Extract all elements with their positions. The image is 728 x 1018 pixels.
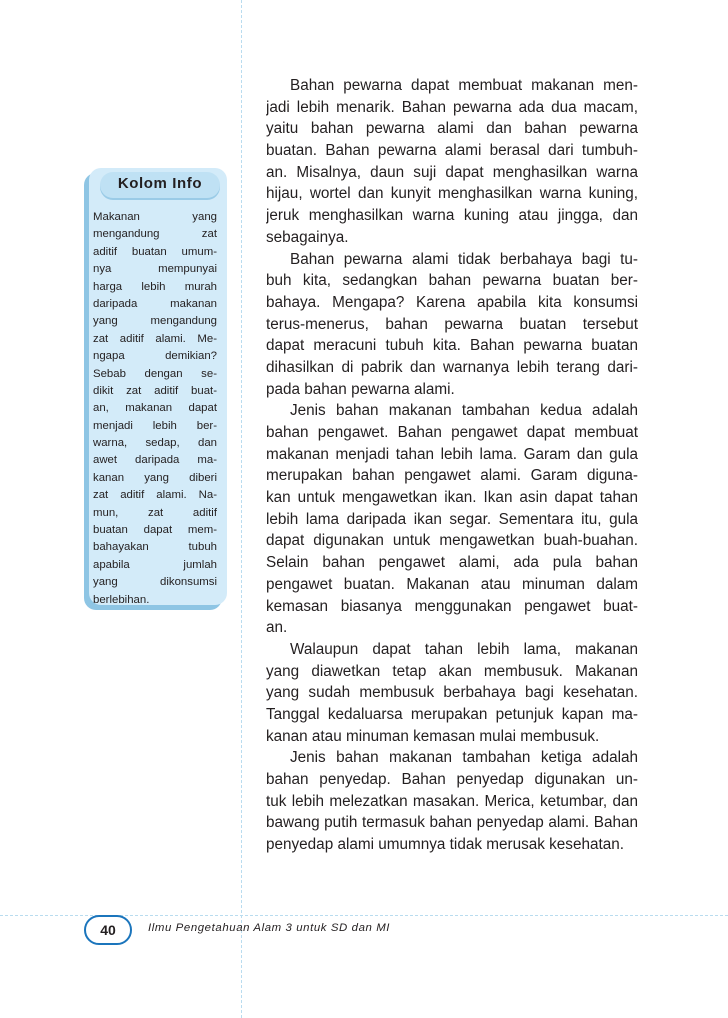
text-line: dihasilkan di pabrik dan warnanya lebih terang dari- [266,358,638,376]
info-line: zat aditif alami. Na- [93,489,217,502]
info-line: nya mempunyai [93,263,217,276]
info-line: kanan yang diberi [93,471,217,484]
text-line: bahaya. Mengapa? Karena apabila kita konsumsi [266,293,638,311]
text-line: jeruk menghasilkan warna kuning atau jingga, dan [266,207,638,225]
text-line: Bahan pewarna alami tidak berbahaya bagi tu- [290,250,638,268]
text-line: jadi lebih menarik. Bahan pewarna ada dua macam, [266,98,638,116]
info-line: menjadi lebih ber- [93,419,217,432]
text-line: hijau, wortel dan kunyit menghasilkan warna kuning, [266,185,638,203]
text-line: yang sudah membusuk berbahaya bagi kesehatan. [266,684,638,702]
text-line: dapat meracuni tubuh kita. Bahan pewarna buatan [266,337,638,355]
text-line: terus-menerus, bahan pewarna buatan tersebut [266,315,638,333]
text-line: Tanggal kedaluarsa merupakan petunjuk kapan ma- [266,705,638,723]
footer-book-title: Ilmu Pengetahuan Alam 3 untuk SD dan MI [148,922,391,934]
text-line: kan untuk mengawetkan ikan. Ikan asin dapat tahan [266,489,638,507]
main-article [266,75,638,856]
info-line: berlebihan. [93,593,150,606]
info-line: yang dikonsumsi [93,576,217,589]
info-line: yang mengandung [93,315,217,328]
text-line: sebagainya. [266,228,349,246]
paragraph [266,400,638,639]
text-line: Selain bahan pengawet alami, ada pula bahan [266,554,638,572]
text-line: an. Misalnya, daun suji dapat menghasilkan warna [266,163,638,181]
paragraph [266,249,638,401]
info-line: awet daripada ma- [93,454,217,467]
info-line: Sebab dengan se- [93,367,217,380]
text-line: Bahan pewarna dapat membuat makanan men- [290,77,638,94]
text-line: bawang putih termasuk bahan penyedap alami. Bahan [266,814,638,832]
text-line: an. [266,619,288,637]
info-line: warna, sedap, dan [93,437,217,450]
page-number: 40 [100,922,116,938]
margin-guide-vertical [241,0,242,1018]
info-line: daripada makanan [93,297,217,310]
info-line: Makanan yang [93,211,217,223]
info-line: harga lebih murah [93,280,217,293]
text-line: Jenis bahan makanan tambahan kedua adalah [290,402,638,420]
text-line: dapat digunakan untuk mengawetkan buah-buahan. [266,532,638,550]
text-line: kemasan biasanya menggunakan pengawet buat- [266,597,638,615]
page-number-badge [84,915,132,945]
text-line: tuk lebih melezatkan masakan. Merica, ketumbar, dan [266,792,638,810]
text-line: pengawet buatan. Makanan atau minuman dalam [266,575,638,593]
text-line: lebih lama daripada ikan segar. Sementara itu, gula [266,510,638,528]
text-line: buh kita, sedangkan bahan pewarna buatan ber- [266,272,638,290]
info-line: ngapa demikian? [93,350,217,363]
text-line: Jenis bahan makanan tambahan ketiga adalah [290,749,638,767]
text-line: buatan. Bahan pewarna alami berasal dari tumbuh- [266,142,638,160]
info-sidebar-body [93,209,217,609]
info-line: buatan dapat mem- [93,524,217,537]
text-line: bahan pengawet. Bahan pengawet dapat membuat [266,424,638,441]
paragraph [266,639,638,747]
text-line: Walaupun dapat tahan lebih lama, makanan [290,640,638,658]
paragraph [266,75,638,249]
text-line: yaitu bahan pewarna alami dan bahan pewarna [266,120,638,138]
info-line: apabila jumlah [93,558,217,571]
info-line: aditif buatan umum- [93,245,217,258]
paragraph [266,747,638,855]
text-line: pada bahan pewarna alami. [266,380,455,398]
text-line: yang diawetkan tetap akan membusuk. Makanan [266,662,638,680]
text-line: makanan menjadi tahan lebih lama. Garam dan gula [266,445,638,463]
info-line: an, makanan dapat [93,402,217,415]
info-sidebar-title: Kolom Info [117,175,203,192]
info-line: mun, zat aditif [93,506,217,519]
text-line: bahan penyedap. Bahan penyedap digunakan un- [266,771,638,788]
info-line: dikit zat aditif buat- [93,384,217,397]
info-line: zat aditif alami. Me- [93,332,217,345]
text-line: penyedap alami umumnya tidak merusak kesehatan. [266,836,624,854]
info-line: bahayakan tubuh [93,541,217,554]
text-line: merupakan bahan pengawet alami. Garam diguna- [266,467,638,485]
info-line: mengandung zat [93,228,217,241]
text-line: kanan atau minuman kemasan mulai membusuk. [266,727,600,745]
